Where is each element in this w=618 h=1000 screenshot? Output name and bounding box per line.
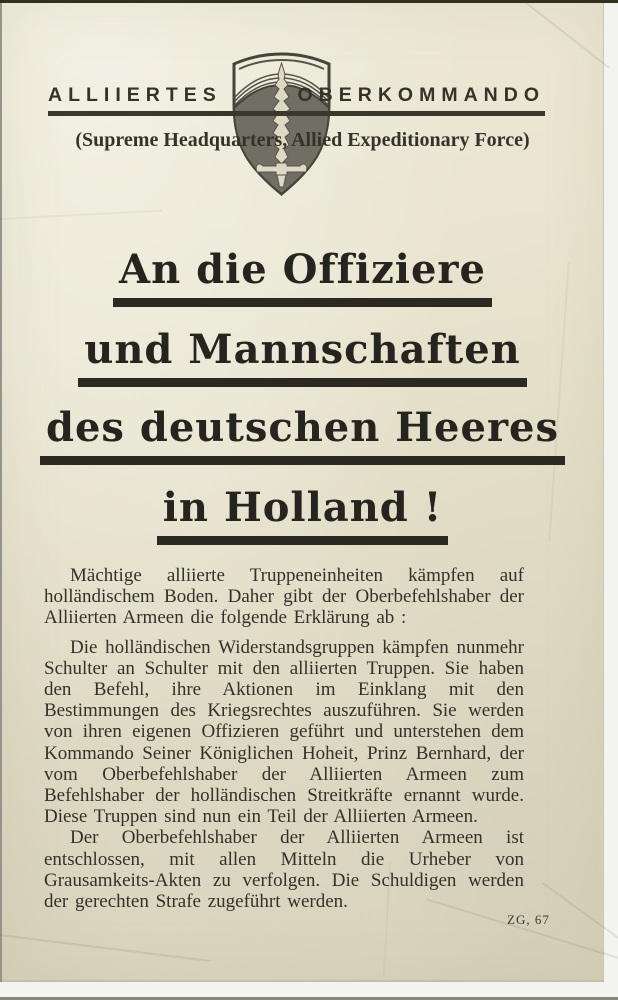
paper-crease xyxy=(542,882,618,960)
headline-line-2 xyxy=(2,326,603,387)
headline-text-2: und Mannschaften xyxy=(78,330,527,387)
body-text xyxy=(44,565,524,912)
scan-top-edge xyxy=(0,0,618,3)
paper-crease xyxy=(0,932,211,962)
paragraph-3: Der Oberbefehlshaber der Alliierten Armeen ist entschlossen, mit allen Mitteln die Urheber von Grausamkeits-Akten zu verfolgen. Die Schuldigen werden der gerechten Strafe zugeführt werden. xyxy=(44,827,524,913)
org-subtitle: (Supreme Headquarters, Allied Expeditionary Force) xyxy=(75,129,530,151)
headline-line-1 xyxy=(2,246,603,307)
leaflet-paper xyxy=(2,2,604,980)
org-title-rule xyxy=(48,111,545,116)
shaef-shield-icon xyxy=(228,51,335,200)
paragraph-2: Die holländischen Widerstandsgruppen kämpfen nunmehr Schulter an Schulter mit den alliierten Truppen. Sie haben den Befehl, ihre Aktionen im Einklang mit den Bestimmungen des Kriegsrechtes auszuführen. Sie werden von ihren eigenen Offizieren geführt und unterstehen dem Kommando Seiner Königlichen Hoheit, Prinz Bernhard, der vom Oberbefehlshaber der Alliierten Armeen zum Befehlshaber der holländischen Streitkräfte ernannt wurde. Diese Truppen sind nun ein Teil der Alliierten Armeen. xyxy=(44,636,524,828)
org-title xyxy=(48,84,545,107)
paper-crease xyxy=(0,210,162,221)
org-title-word-2: OBERKOMMANDO xyxy=(297,84,545,106)
headline-line-3 xyxy=(2,404,603,465)
paragraph-1: Mächtige alliierte Truppeneinheiten kämpfen auf holländischem Boden. Daher gibt der Oberbefehlshaber der Alliierten Armeen die folgende Erklärung ab : xyxy=(44,565,524,629)
paper-crease xyxy=(514,0,610,69)
headline-text-1: An die Offiziere xyxy=(113,250,492,307)
headline-text-4: in Holland ! xyxy=(157,488,449,545)
org-title-word-1: ALLIIERTES xyxy=(48,84,222,106)
scan-left-edge xyxy=(0,0,2,982)
leaflet-code: ZG, 67 xyxy=(507,912,550,927)
headline-line-4 xyxy=(2,484,603,545)
headline-text-3: des deutschen Heeres xyxy=(40,408,565,465)
